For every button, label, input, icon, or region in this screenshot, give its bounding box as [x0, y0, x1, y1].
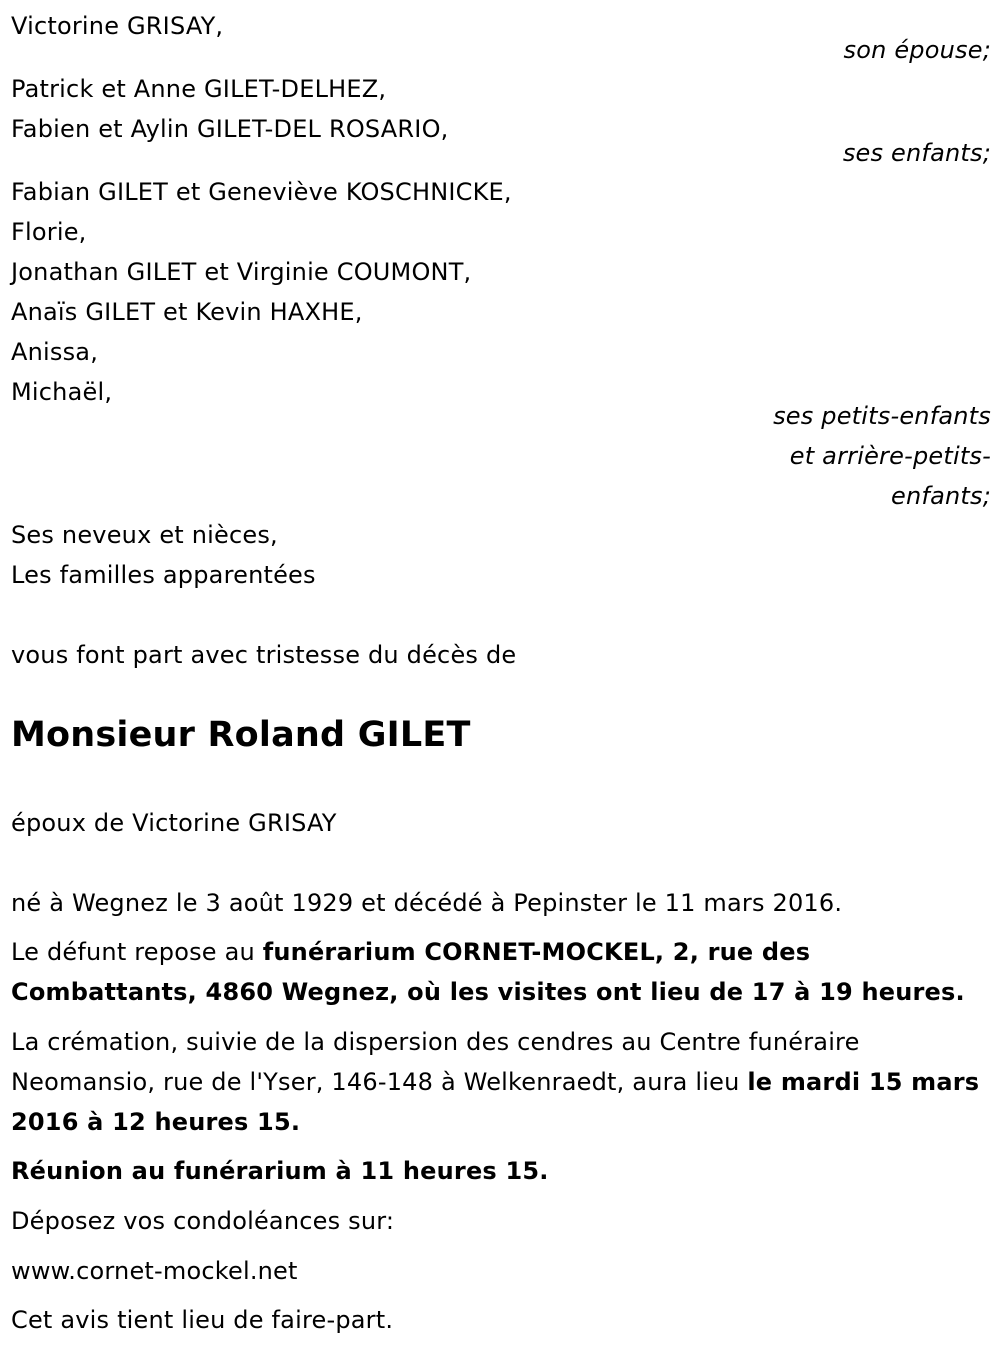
grandchildren-role-line: et arrière-petits- — [789, 442, 991, 470]
birth-death-dates: né à Wegnez le 3 août 1929 et décédé à Pepinster le 11 mars 2016. — [11, 889, 843, 917]
footer-note: Cet avis tient lieu de faire-part. — [11, 1306, 394, 1334]
cremation-prefix: La crémation, suivie de la dispersion des cendres au Centre funéraire Neomansio, rue de l'Yser, 146-148 à Welkenraedt, aura lieu — [11, 1028, 860, 1096]
relatives-line: Ses neveux et nièces, — [11, 521, 278, 549]
relatives-line: Les familles apparentées — [11, 561, 316, 589]
child-line: Patrick et Anne GILET-DELHEZ, — [11, 75, 387, 103]
spouse-of-text: époux de Victorine GRISAY — [11, 809, 337, 837]
deceased-name: Monsieur Roland GILET — [11, 715, 471, 755]
child-line: Fabien et Aylin GILET-DEL ROSARIO, — [11, 115, 449, 143]
website-link[interactable]: www.cornet-mockel.net — [11, 1257, 298, 1285]
cremation-paragraph — [11, 1022, 991, 1142]
grandchild-line: Jonathan GILET et Virginie COUMONT, — [11, 258, 472, 286]
grandchild-line: Florie, — [11, 218, 87, 246]
announcement-text: vous font part avec tristesse du décès de — [11, 641, 517, 669]
cremation-date: le mardi 15 mars 2016 à 12 heures 15. — [11, 1068, 980, 1136]
grandchild-line: Anissa, — [11, 338, 99, 366]
resting-place-prefix: Le défunt repose au — [11, 938, 263, 966]
children-role: ses enfants; — [842, 139, 991, 167]
resting-place-details: funérarium CORNET-MOCKEL, 2, rue des Combattants, 4860 Wegnez, où les visites ont lieu de 17 à 19 heures. — [11, 938, 965, 1006]
spouse-role: son épouse; — [843, 36, 991, 64]
condolences-label: Déposez vos condoléances sur: — [11, 1207, 395, 1235]
grandchild-line: Fabian GILET et Geneviève KOSCHNICKE, — [11, 178, 512, 206]
grandchild-line: Michaël, — [11, 378, 113, 406]
grandchildren-role-line: ses petits-enfants — [773, 402, 991, 430]
grandchild-line: Anaïs GILET et Kevin HAXHE, — [11, 298, 363, 326]
grandchildren-role-line: enfants; — [891, 482, 991, 510]
spouse-name: Victorine GRISAY, — [11, 12, 224, 40]
resting-place-paragraph — [11, 932, 991, 1012]
meeting-info: Réunion au funérarium à 11 heures 15. — [11, 1157, 549, 1185]
